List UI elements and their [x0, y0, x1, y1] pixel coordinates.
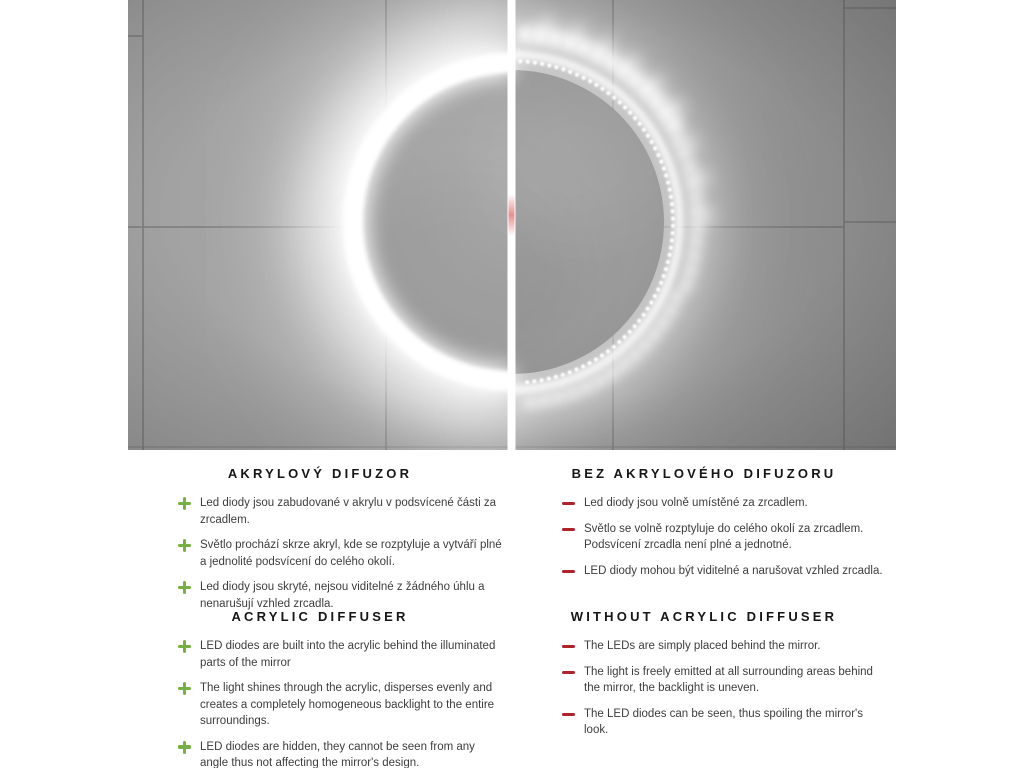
item-text: The LEDs are simply placed behind the mirror. — [584, 640, 821, 652]
column-acrylic-diffuser — [128, 450, 512, 768]
mirror-photo-svg — [128, 0, 896, 450]
item-text: Led diody jsou zabudované v akrylu v podsvícené části za zrcadlem. — [200, 497, 496, 526]
list-item — [178, 680, 512, 730]
plus-icon — [178, 682, 191, 695]
minus-icon — [562, 713, 575, 716]
list-item — [178, 579, 512, 612]
minus-icon — [562, 645, 575, 648]
list-item — [178, 495, 512, 528]
list-item — [562, 664, 896, 697]
list-item — [178, 638, 512, 671]
item-text: The light shines through the acrylic, disperses evenly and creates a completely homogeneous backlight to the entire surroundings. — [200, 682, 495, 727]
section-english-without — [512, 609, 896, 748]
minus-icon — [562, 502, 575, 505]
list-item — [562, 521, 896, 554]
item-text: LED diodes are hidden, they cannot be seen from any angle thus not affecting the mirror's design. — [200, 740, 475, 768]
list-item — [178, 537, 512, 570]
comparison-text — [128, 450, 896, 768]
item-text: The LED diodes can be seen, thus spoiling the mirror's look. — [584, 707, 863, 736]
section-czech-acrylic — [128, 466, 512, 621]
mirror-photo — [128, 0, 896, 450]
plus-icon — [178, 741, 191, 754]
list-item — [562, 563, 896, 580]
minus-icon — [562, 528, 575, 531]
list-item — [562, 638, 896, 655]
plus-icon — [178, 581, 191, 594]
section-english-acrylic — [128, 609, 512, 768]
item-text: Led diody jsou volně umístěné za zrcadlem. — [584, 497, 808, 509]
section-czech-without — [512, 466, 896, 588]
section-title: WITHOUT ACRYLIC DIFFUSER — [570, 609, 838, 624]
item-text: Led diody jsou skryté, nejsou viditelné z žádného úhlu a nenarušují vzhled zrcadla. — [200, 581, 485, 610]
list-item — [178, 739, 512, 768]
item-text: Světlo prochází skrze akryl, kde se rozptyluje a vytváří plné a jednolité podsvícení do celého okolí. — [200, 539, 502, 568]
plus-icon — [178, 539, 191, 552]
list-item — [562, 706, 896, 739]
plus-icon — [178, 497, 191, 510]
divider-red-accent — [509, 194, 515, 236]
minus-icon — [562, 671, 575, 674]
list-item — [562, 495, 896, 512]
section-title: ACRYLIC DIFFUSER — [231, 609, 409, 624]
plus-icon — [178, 640, 191, 653]
item-text: Světlo se volně rozptyluje do celého okolí za zrcadlem. Podsvícení zrcadla není plné a jednotné. — [584, 522, 864, 551]
item-text: The light is freely emitted at all surrounding areas behind the mirror, the backlight is uneven. — [584, 665, 873, 694]
column-without-diffuser — [512, 450, 896, 768]
section-title: BEZ AKRYLOVÉHO DIFUZORU — [571, 466, 837, 481]
section-title: AKRYLOVÝ DIFUZOR — [227, 466, 413, 481]
minus-icon — [562, 570, 575, 573]
item-text: LED diodes are built into the acrylic behind the illuminated parts of the mirror — [200, 640, 496, 669]
item-text: LED diody mohou být viditelné a narušovat vzhled zrcadla. — [584, 564, 883, 577]
